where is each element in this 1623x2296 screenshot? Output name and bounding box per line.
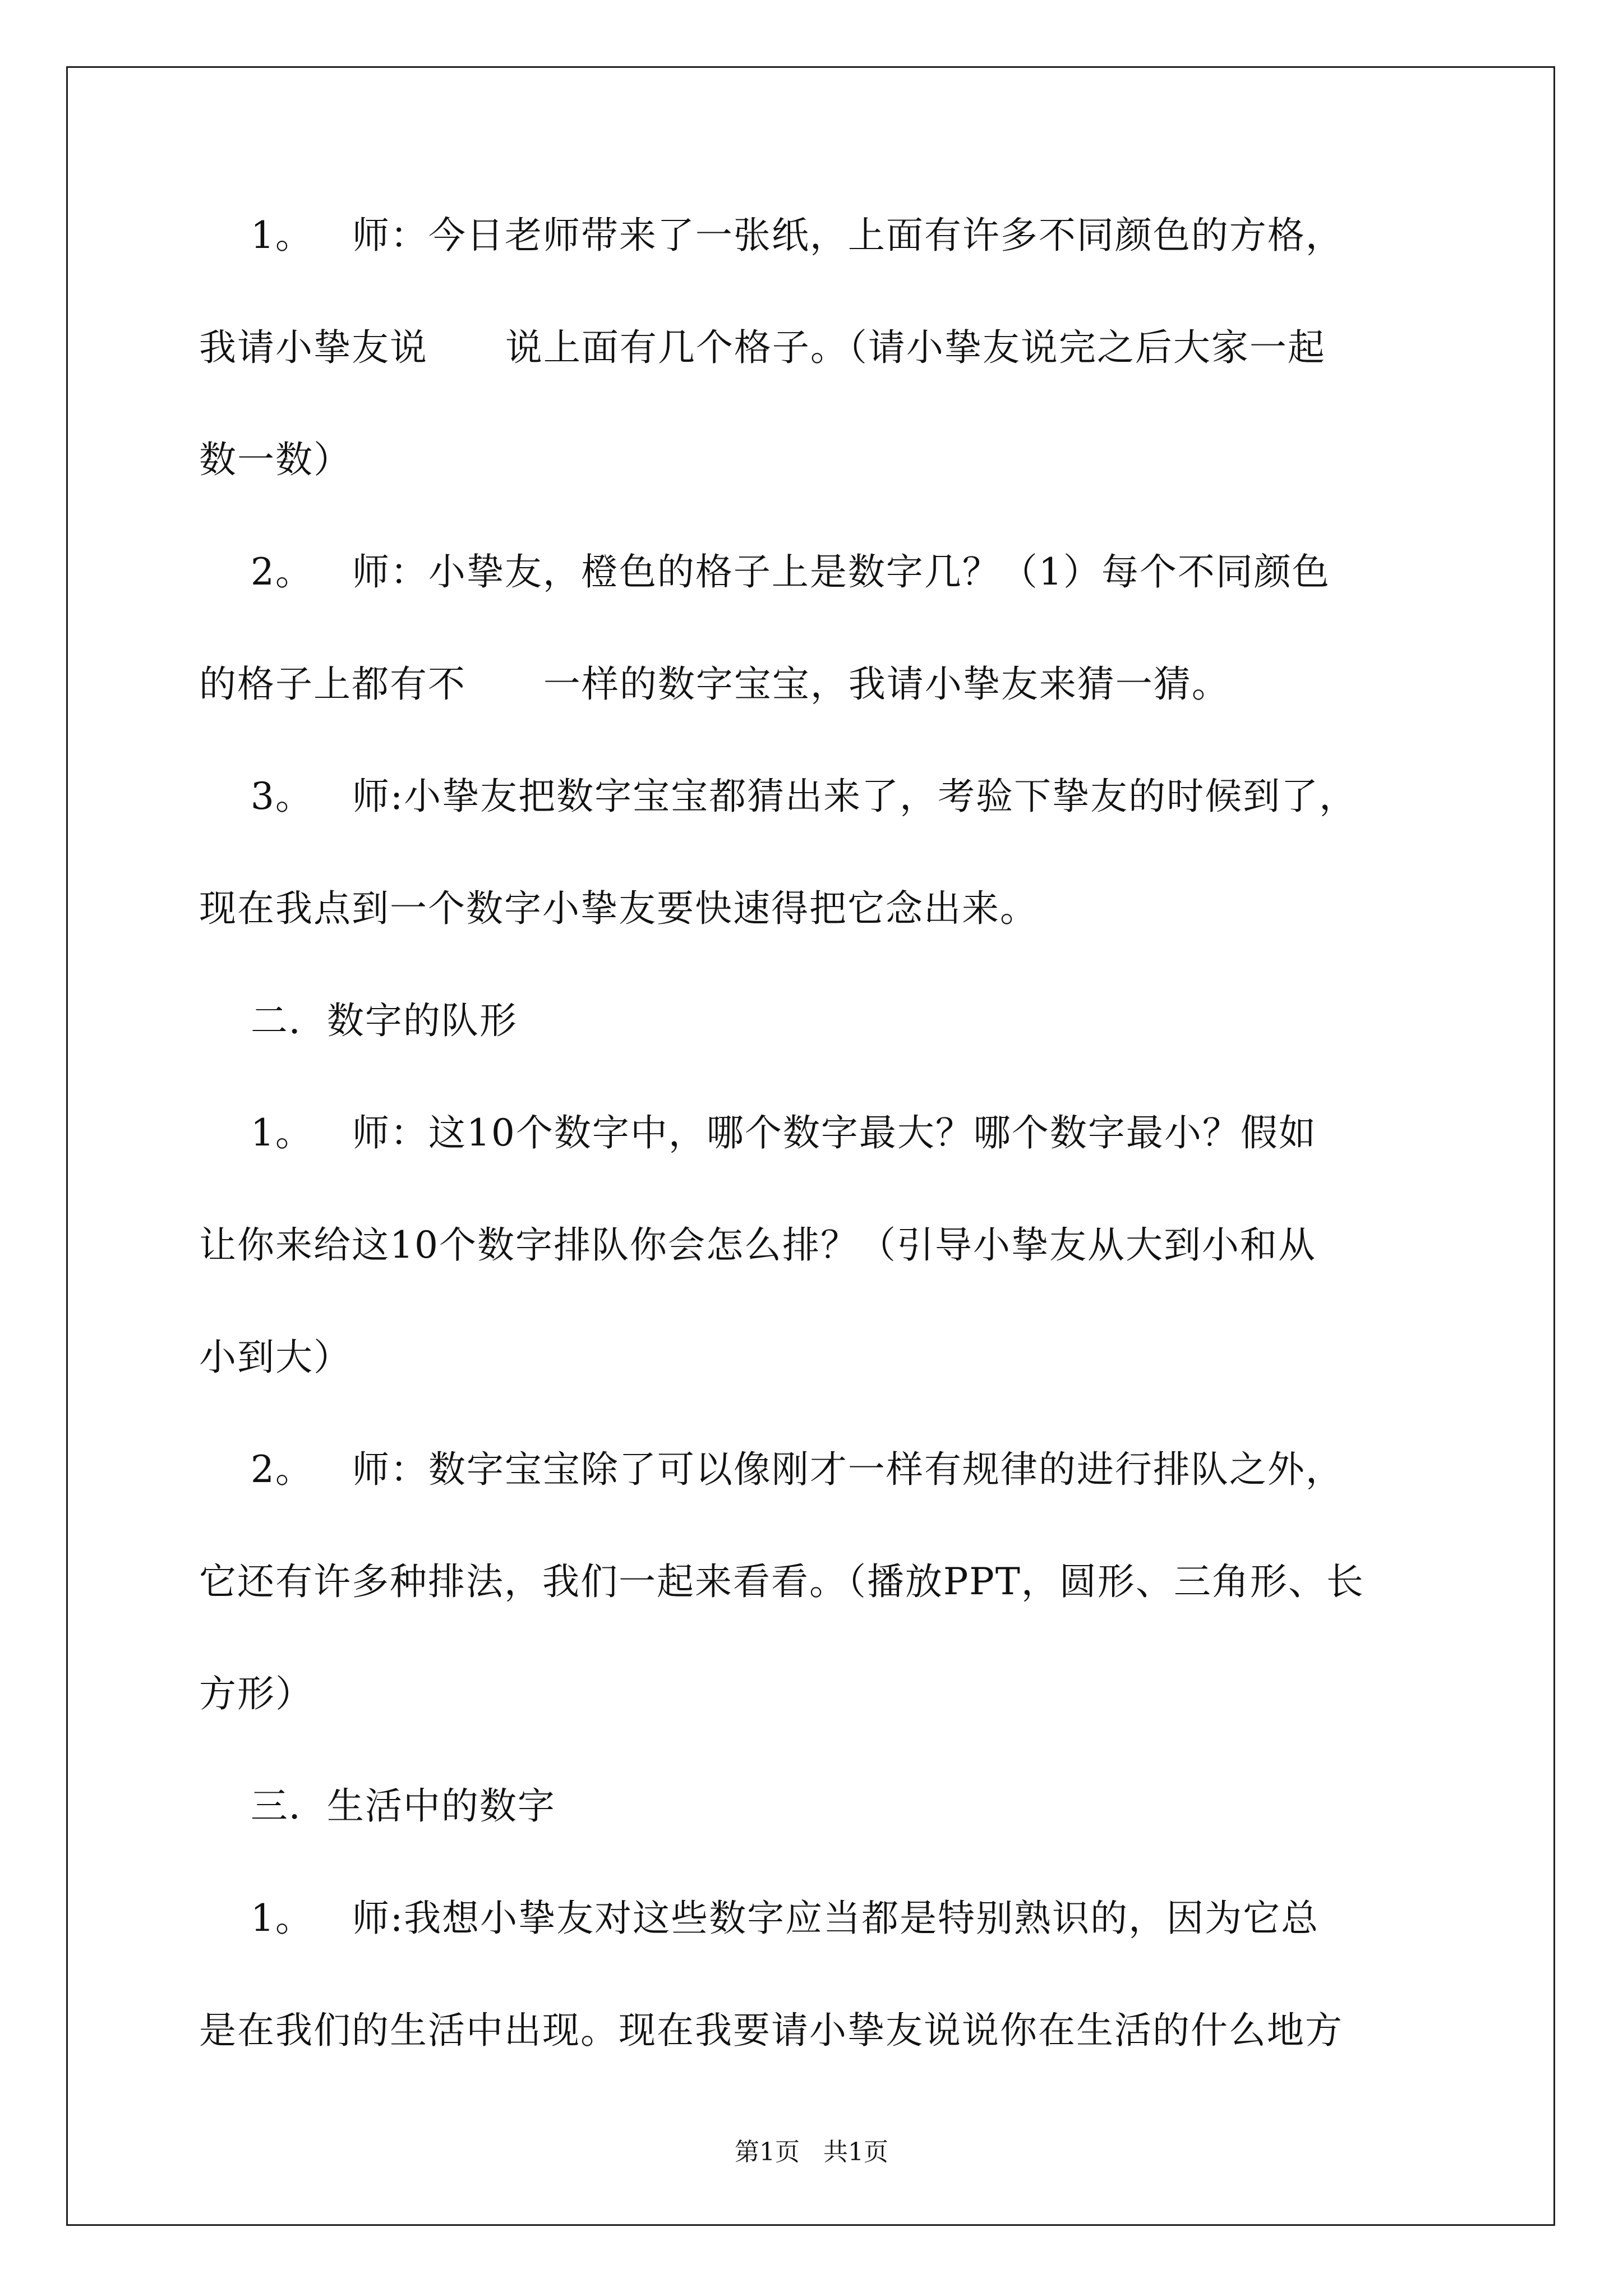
text-line: 1。 师:我想小挚友对这些数字应当都是特别熟识的，因为它总 [199, 1897, 1320, 1940]
page-footer: 第1页 共1页 [735, 2138, 888, 2166]
text-line: 1。 师：今日老师带来了一张纸，上面有许多不同颜色的方格， [199, 214, 1344, 257]
text-line: 它还有许多种排法，我们一起来看看。（播放PPT，圆形、三角形、长 [199, 1560, 1364, 1603]
text-line: 数一数） [199, 438, 352, 481]
text-line: 2。 师：小挚友，橙色的格子上是数字几？（1）每个不同颜色 [199, 550, 1330, 593]
text-line: 3。 师:小挚友把数字宝宝都猜出来了，考验下挚友的时候到了， [199, 775, 1358, 818]
document-body [199, 213, 1438, 2120]
text-line: 小到大） [199, 1336, 352, 1379]
text-line: 现在我点到一个数字小挚友要快速得把它念出来。 [199, 887, 1038, 930]
text-line: 是在我们的生活中出现。现在我要请小挚友说说你在生活的什么地方 [199, 2009, 1343, 2052]
text-line: 让你来给这10个数字排队你会怎么排？（引导小挚友从大到小和从 [199, 1223, 1316, 1267]
section-heading: 二．数字的队形 [199, 999, 518, 1042]
text-line: 2。 师：数字宝宝除了可以像刚才一样有规律的进行排队之外， [199, 1448, 1344, 1491]
section-heading: 三．生活中的数字 [199, 1784, 556, 1828]
text-line: 的格子上都有不 一样的数字宝宝，我请小挚友来猜一猜。 [199, 662, 1230, 706]
text-line: 我请小挚友说 说上面有几个格子。（请小挚友说完之后大家一起 [199, 326, 1326, 369]
text-line: 1。 师：这10个数字中，哪个数字最大？哪个数字最小？假如 [199, 1111, 1317, 1154]
text-line: 方形） [199, 1672, 313, 1715]
